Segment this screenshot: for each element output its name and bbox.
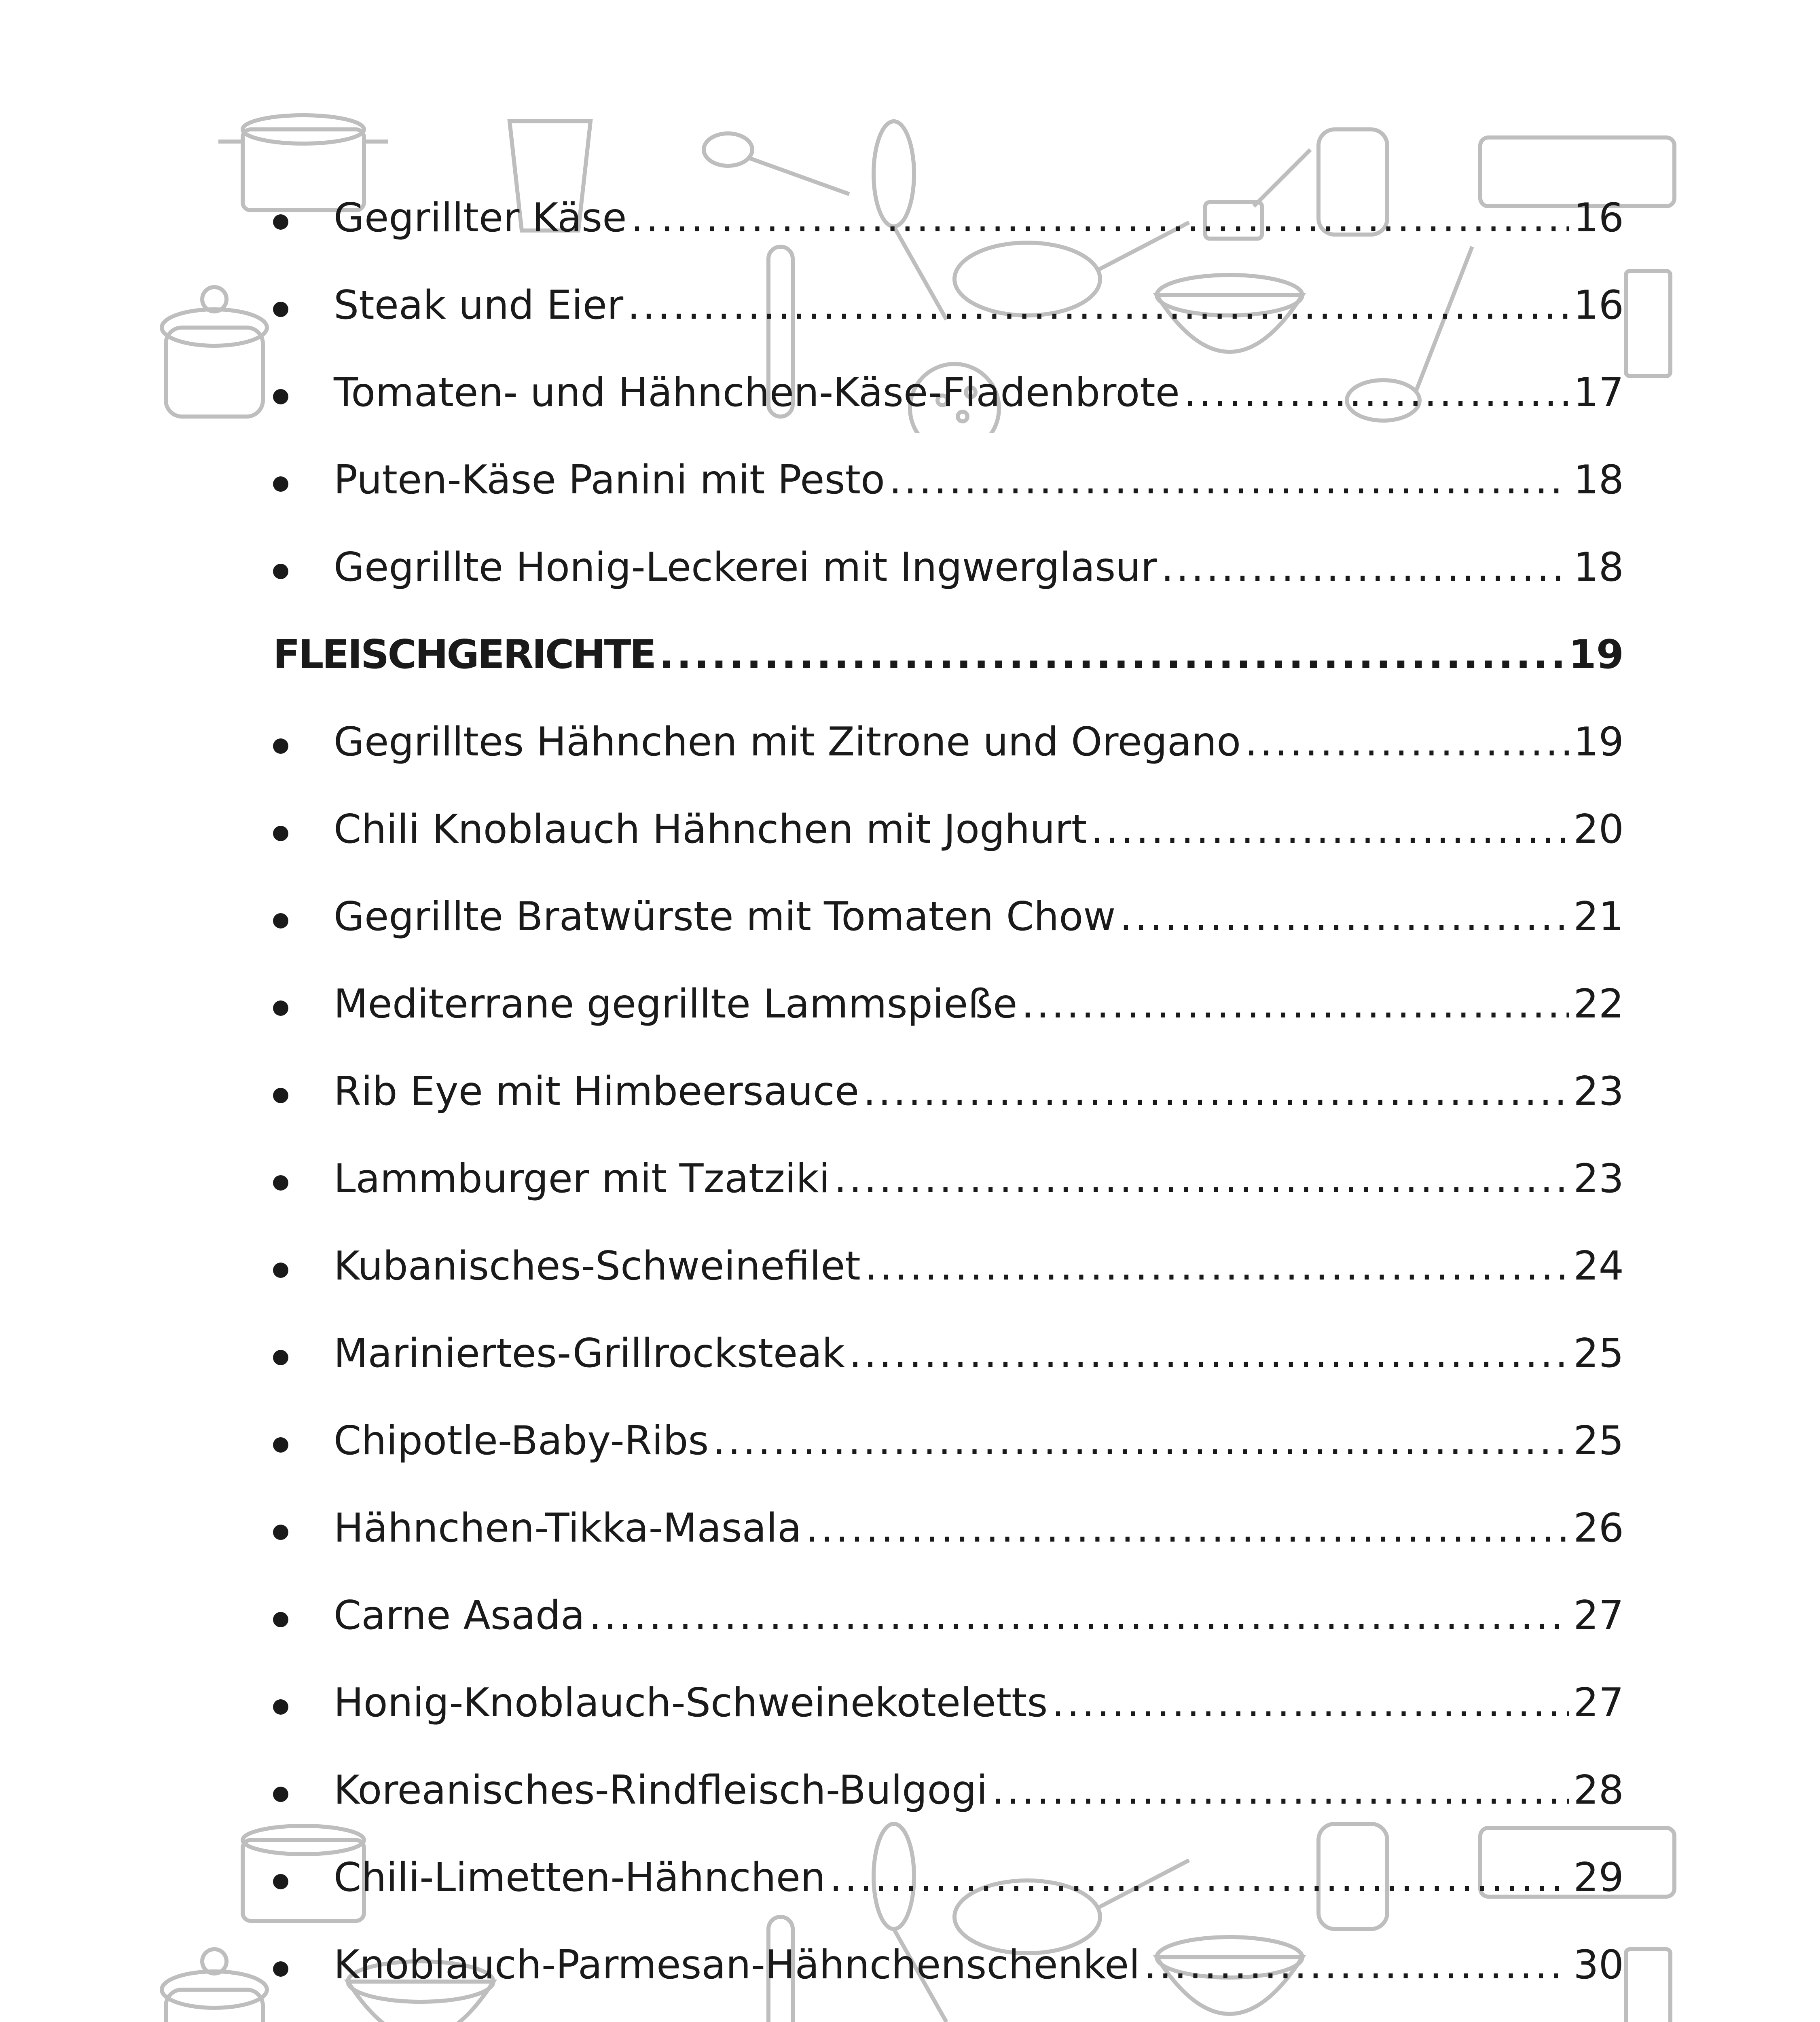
bullet-icon bbox=[273, 389, 288, 404]
grater-icon bbox=[1626, 1949, 1670, 2022]
table-of-contents bbox=[273, 195, 1624, 2022]
bullet-icon bbox=[273, 826, 288, 841]
toc-entry[interactable] bbox=[273, 1942, 1624, 2022]
toc-entry-page-number: 23 bbox=[1573, 1156, 1624, 1202]
toc-entry-title: Tomaten- und Hähnchen-Käse-Fladenbrote bbox=[334, 370, 1180, 416]
toc-entry[interactable] bbox=[273, 1243, 1624, 1334]
toc-entry[interactable] bbox=[273, 1505, 1624, 1596]
dot-leader bbox=[889, 460, 1569, 500]
toc-entry-title: Steak und Eier bbox=[334, 282, 624, 328]
dot-leader bbox=[849, 1334, 1569, 1373]
toc-entry[interactable] bbox=[273, 1156, 1624, 1246]
toc-entry-page-number: 27 bbox=[1573, 1593, 1624, 1639]
bullet-icon bbox=[273, 738, 288, 754]
bullet-icon bbox=[273, 476, 288, 492]
toc-entry-title: Chipotle-Baby-Ribs bbox=[334, 1418, 709, 1464]
toc-entry[interactable] bbox=[273, 1418, 1624, 1508]
toc-entry-page-number: 16 bbox=[1573, 195, 1624, 241]
toc-entry-page-number: 18 bbox=[1573, 544, 1624, 590]
toc-entry-title: Lammburger mit Tzatziki bbox=[334, 1156, 830, 1202]
toc-entry-title: Carne Asada bbox=[334, 1593, 585, 1639]
toc-entry-title: Gegrillte Bratwürste mit Tomaten Chow bbox=[334, 894, 1116, 940]
toc-entry-title: Puten-Käse Panini mit Pesto bbox=[334, 457, 885, 503]
dot-leader bbox=[1052, 1683, 1569, 1723]
toc-entry-page-number: 16 bbox=[1573, 282, 1624, 328]
toc-entry-page-number: 30 bbox=[1573, 1942, 1624, 1988]
toc-entry[interactable] bbox=[273, 719, 1624, 810]
dot-leader bbox=[659, 635, 1564, 675]
toc-entry-page-number: 24 bbox=[1573, 1243, 1624, 1289]
dot-leader bbox=[806, 1508, 1569, 1548]
toc-entry-page-number: 19 bbox=[1573, 719, 1624, 765]
dot-leader bbox=[713, 1421, 1569, 1461]
dot-leader bbox=[631, 198, 1570, 238]
toc-entry-title: Mariniertes-Grillrocksteak bbox=[334, 1330, 845, 1377]
toc-entry-title: Rib Eye mit Himbeersauce bbox=[334, 1068, 859, 1115]
bullet-icon bbox=[273, 1000, 288, 1016]
toc-entry-page-number: 18 bbox=[1573, 457, 1624, 503]
dot-leader bbox=[627, 286, 1569, 325]
toc-entry-page-number: 21 bbox=[1573, 894, 1624, 940]
dot-leader bbox=[1144, 1945, 1570, 1985]
toc-entry-title: Mediterrane gegrillte Lammspieße bbox=[334, 981, 1018, 1027]
toc-entry[interactable] bbox=[273, 806, 1624, 897]
toc-entry[interactable] bbox=[273, 1068, 1624, 1159]
toc-entry-page-number: 29 bbox=[1573, 1855, 1624, 1901]
lidded-pot-icon bbox=[162, 1949, 267, 2022]
toc-entry[interactable] bbox=[273, 1330, 1624, 1421]
toc-entry-page-number: 28 bbox=[1573, 1767, 1624, 1813]
toc-entry-page-number: 25 bbox=[1573, 1418, 1624, 1464]
bullet-icon bbox=[273, 1525, 288, 1540]
toc-entry[interactable] bbox=[273, 457, 1624, 548]
dot-leader bbox=[1091, 810, 1569, 849]
bullet-icon bbox=[273, 913, 288, 929]
dot-leader bbox=[834, 1159, 1569, 1199]
toc-entry-page-number: 23 bbox=[1573, 1068, 1624, 1115]
toc-entry-page-number: 19 bbox=[1568, 632, 1624, 678]
dot-leader bbox=[1021, 984, 1569, 1024]
toc-entry-title: Gegrilltes Hähnchen mit Zitrone und Oregano bbox=[334, 719, 1241, 765]
toc-entry[interactable] bbox=[273, 195, 1624, 286]
toc-entry-page-number: 25 bbox=[1573, 1330, 1624, 1377]
bullet-icon bbox=[273, 302, 288, 317]
toc-entry-title: Koreanisches-Rindfleisch-Bulgogi bbox=[334, 1767, 988, 1813]
dot-leader bbox=[865, 1246, 1569, 1286]
bullet-icon bbox=[273, 214, 288, 230]
bullet-icon bbox=[273, 1699, 288, 1715]
toc-entry-page-number: 22 bbox=[1573, 981, 1624, 1027]
bullet-icon bbox=[273, 1612, 288, 1627]
dot-leader bbox=[830, 1858, 1569, 1897]
toc-entry-title: Gegrillte Honig-Leckerei mit Ingwerglasur bbox=[334, 544, 1157, 590]
toc-entry[interactable] bbox=[273, 1855, 1624, 1945]
toc-entry-page-number: 17 bbox=[1573, 370, 1624, 416]
dot-leader bbox=[589, 1596, 1569, 1635]
toc-entry-title: Honig-Knoblauch-Schweinekoteletts bbox=[334, 1680, 1048, 1726]
dot-leader bbox=[1120, 897, 1569, 937]
dot-leader bbox=[1184, 373, 1569, 412]
dot-leader bbox=[863, 1072, 1569, 1111]
toc-entry-title: Hähnchen-Tikka-Masala bbox=[334, 1505, 802, 1551]
lidded-pot-icon bbox=[162, 287, 267, 417]
toc-entry[interactable] bbox=[273, 370, 1624, 460]
bullet-icon bbox=[273, 1787, 288, 1802]
dot-leader bbox=[1161, 548, 1570, 587]
spoon-icon bbox=[704, 133, 849, 194]
toc-entry[interactable] bbox=[273, 1767, 1624, 1858]
toc-entry[interactable] bbox=[273, 1680, 1624, 1770]
bullet-icon bbox=[273, 1961, 288, 1977]
dot-leader bbox=[992, 1770, 1569, 1810]
toc-entry[interactable] bbox=[273, 894, 1624, 984]
toc-entry-title: Chili Knoblauch Hähnchen mit Joghurt bbox=[334, 806, 1087, 852]
toc-entry-title: Kubanisches-Schweinefilet bbox=[334, 1243, 861, 1289]
bullet-icon bbox=[273, 564, 288, 579]
toc-entry[interactable] bbox=[273, 981, 1624, 1072]
toc-entry-page-number: 20 bbox=[1573, 806, 1624, 852]
toc-entry[interactable] bbox=[273, 282, 1624, 373]
toc-entry-page-number: 26 bbox=[1573, 1505, 1624, 1551]
bullet-icon bbox=[273, 1874, 288, 1889]
bullet-icon bbox=[273, 1437, 288, 1453]
grater-icon bbox=[1626, 271, 1670, 376]
bullet-icon bbox=[273, 1350, 288, 1365]
toc-entry-title: Knoblauch-Parmesan-Hähnchenschenkel bbox=[334, 1942, 1140, 1988]
bullet-icon bbox=[273, 1088, 288, 1103]
toc-entry[interactable] bbox=[273, 544, 1624, 635]
toc-entry-title: Gegrillter Käse bbox=[334, 195, 627, 241]
toc-section-heading[interactable] bbox=[273, 632, 1624, 722]
toc-entry[interactable] bbox=[273, 1593, 1624, 1683]
toc-entry-title: FLEISCHGERICHTE bbox=[273, 632, 655, 678]
bullet-icon bbox=[273, 1263, 288, 1278]
toc-entry-title: Chili-Limetten-Hähnchen bbox=[334, 1855, 826, 1901]
toc-entry-page-number: 27 bbox=[1573, 1680, 1624, 1726]
dot-leader bbox=[1245, 722, 1569, 762]
bullet-icon bbox=[273, 1175, 288, 1191]
